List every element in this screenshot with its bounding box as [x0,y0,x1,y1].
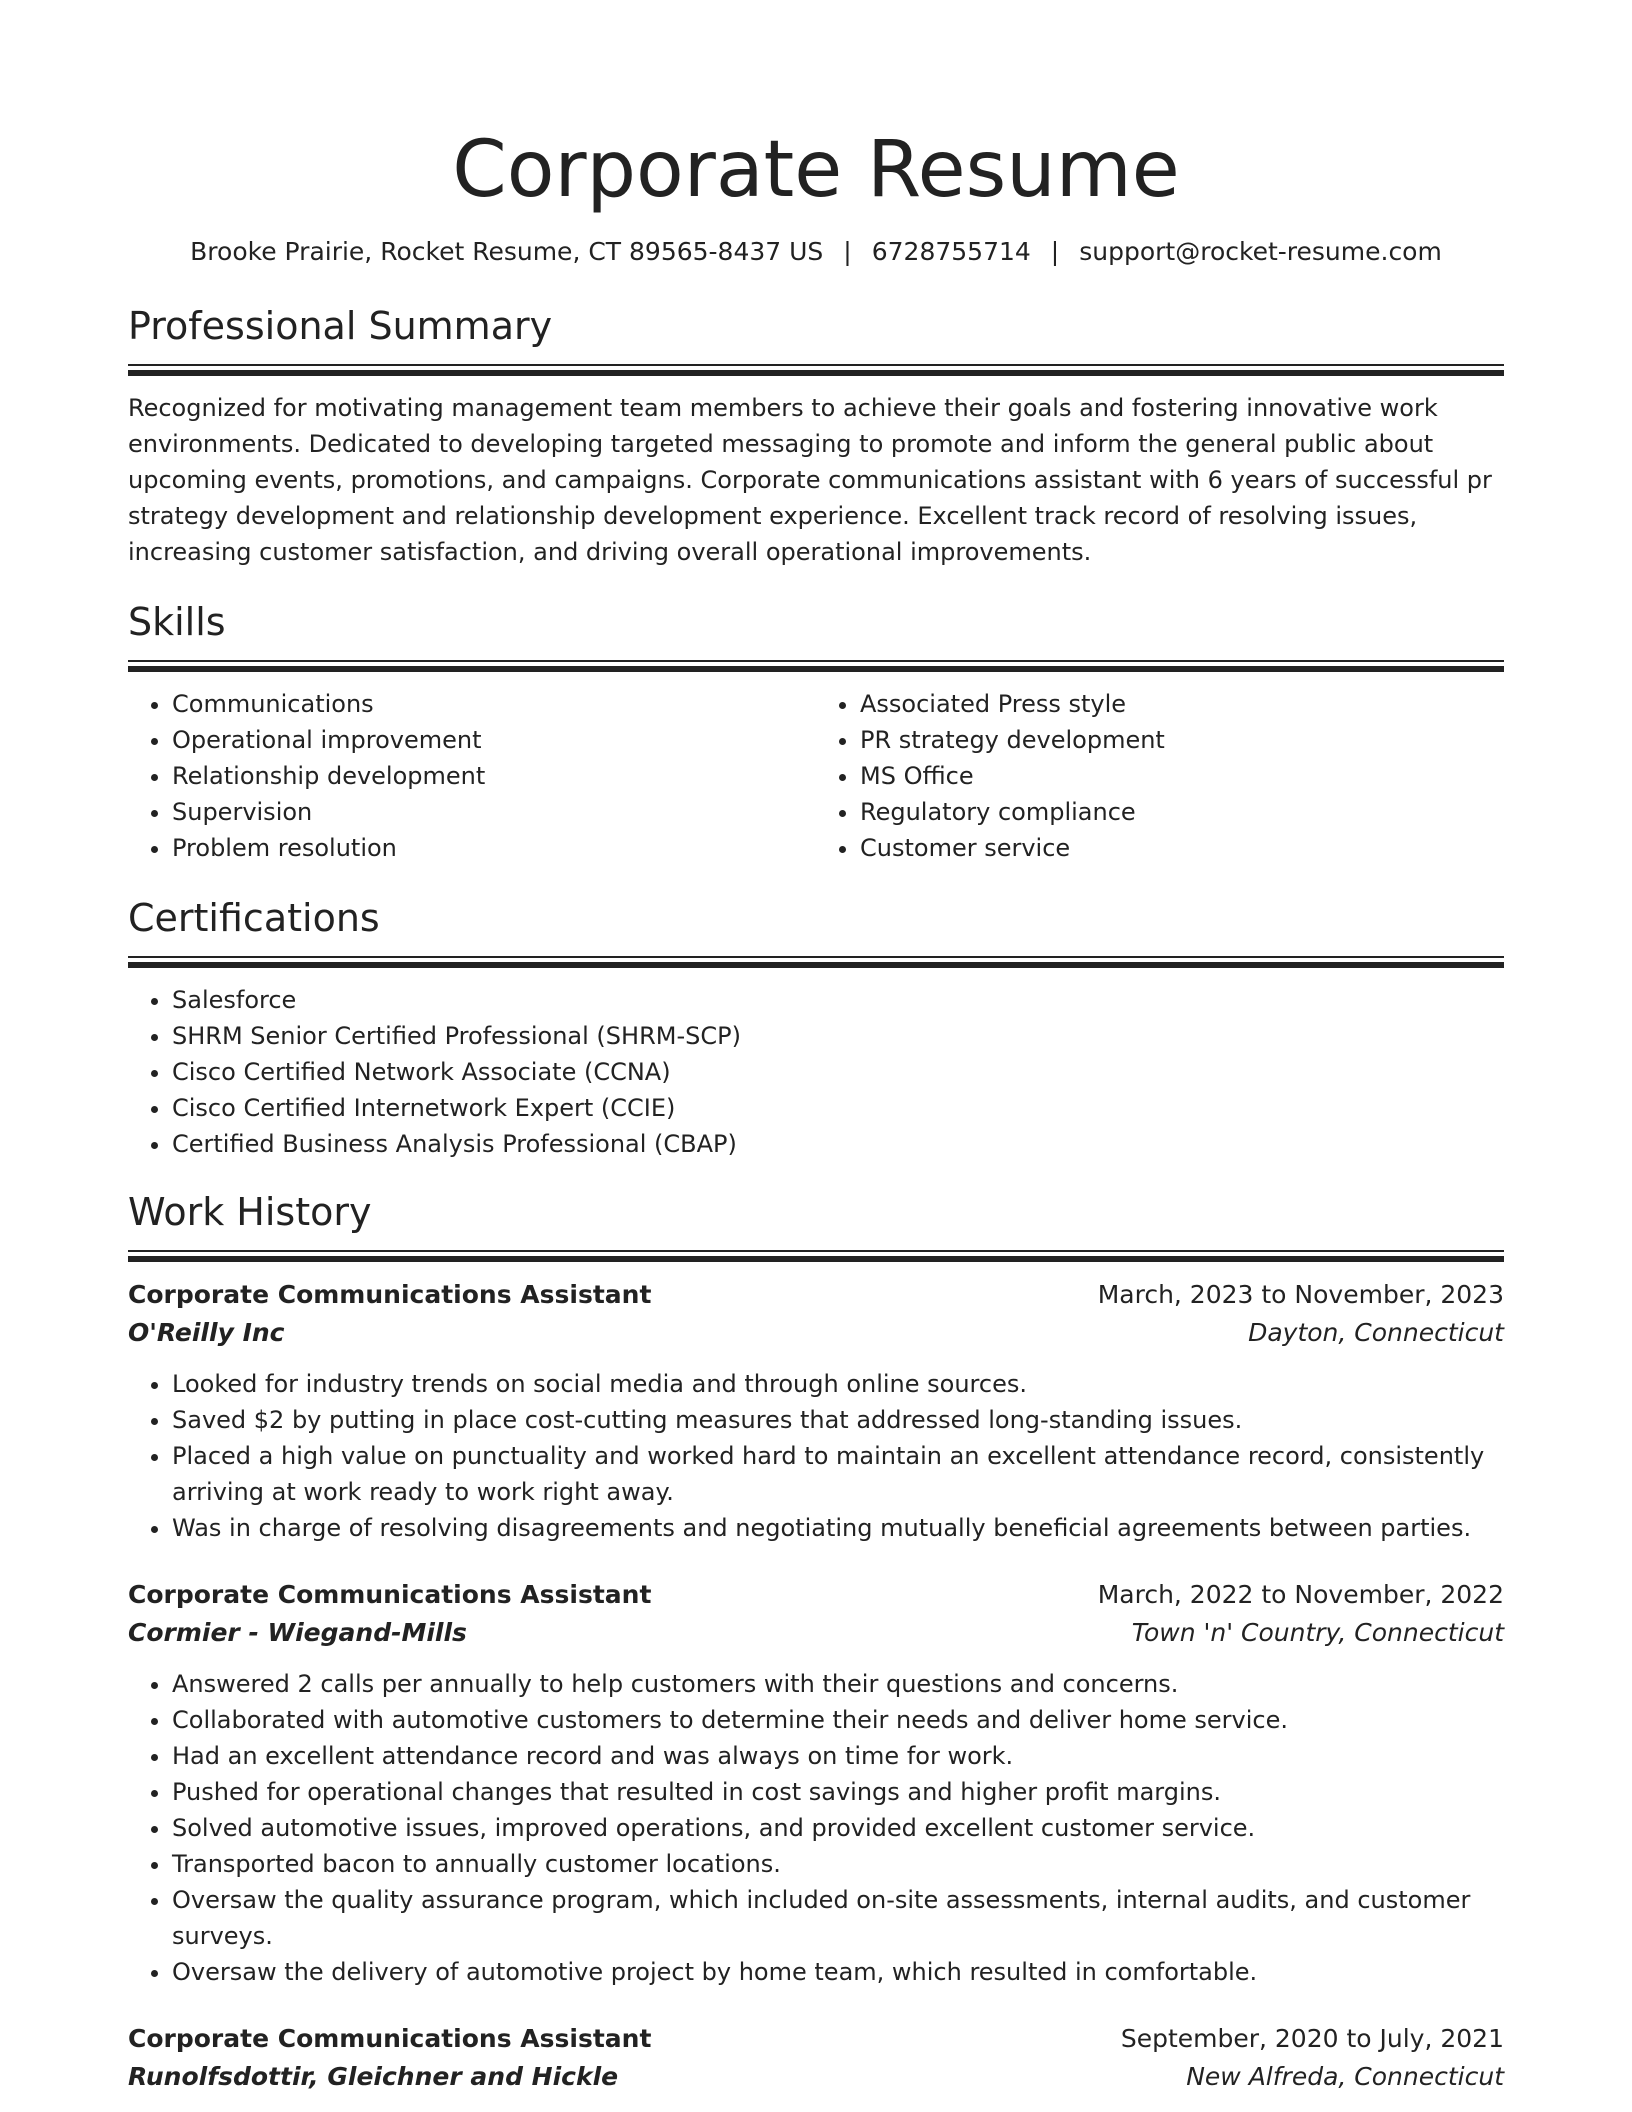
skill-item: • Relationship development [172,758,816,794]
job-dates: March, 2023 to November, 2023 [1097,1280,1504,1309]
job-bullets [128,1366,1504,1546]
job-dates: September, 2020 to July, 2021 [1120,2024,1504,2053]
job-bullet: • Oversaw the quality assurance program, which included on-site assessments, internal audits, and customer surveys. [172,1882,1504,1954]
job-bullet: • Solved automotive issues, improved operations, and provided excellent customer service. [172,1810,1504,1846]
contact-address: Brooke Prairie, Rocket Resume, CT 89565-8437 US [190,237,824,266]
skills-list-right [816,686,1504,866]
certifications-section [128,894,1504,1162]
section-rule [128,1250,1504,1252]
contact-separator: | [1050,237,1060,266]
job-bullet: • Answered 2 calls per annually to help customers with their questions and concerns. [172,1666,1504,1702]
contact-separator: | [843,237,852,266]
certification-item: • Certified Business Analysis Professional (CBAP) [172,1126,1504,1162]
skill-item: • Operational improvement [172,722,816,758]
skill-item: • Customer service [860,830,1504,866]
job-company: Cormier - Wiegand-Mills [128,1618,467,1647]
section-rule [128,956,1504,958]
job-bullet: • Transported bacon to annually customer locations. [172,1846,1504,1882]
skill-item: • Supervision [172,794,816,830]
job-bullet: • Was in charge of resolving disagreements and negotiating mutually beneficial agreements between parties. [172,1510,1504,1546]
skill-item: • Regulatory compliance [860,794,1504,830]
job-location: Town 'n' Country, Connecticut [1131,1618,1504,1647]
job-header-row [128,2020,1504,2058]
job-company-row [128,2058,1504,2096]
section-rule [128,1256,1504,1262]
job-company: Runolfsdottir, Gleichner and Hickle [128,2062,619,2091]
skill-item: • Associated Press style [860,686,1504,722]
job-bullet: • Placed a high value on punctuality and worked hard to maintain an excellent attendance record, consistently arriving at work ready to work right away. [172,1438,1504,1510]
skills-list-left [128,686,816,866]
job-dates: March, 2022 to November, 2022 [1097,1580,1504,1609]
certifications-list [128,982,1504,1162]
section-rule [128,962,1504,968]
section-rule [128,370,1504,376]
certification-item: • Salesforce [172,982,1504,1018]
section-rule [128,660,1504,662]
job-bullet: • Collaborated with automotive customers to determine their needs and deliver home service. [172,1702,1504,1738]
contact-phone: 6728755714 [871,237,1031,266]
job-bullet: • Pushed for operational changes that resulted in cost savings and higher profit margins. [172,1774,1504,1810]
job-bullet: • Oversaw the delivery of automotive project by home team, which resulted in comfortable. [172,1954,1504,1990]
certification-item: • Cisco Certified Internetwork Expert (CCIE) [172,1090,1504,1126]
skill-item: • PR strategy development [860,722,1504,758]
job-bullet: • Looked for industry trends on social media and through online sources. [172,1366,1504,1402]
job-header-row [128,1276,1504,1314]
skills-heading: Skills [128,600,226,644]
skills-section [128,598,1504,866]
summary-heading: Professional Summary [128,304,553,348]
job-location: Dayton, Connecticut [1248,1318,1504,1347]
contact-email: support@rocket-resume.com [1079,237,1442,266]
job-company-row [128,1614,1504,1652]
job-entry [128,1276,1504,1546]
job-title: Corporate Communications Assistant [128,2024,652,2053]
job-title: Corporate Communications Assistant [128,1280,652,1309]
skill-item: • MS Office [860,758,1504,794]
contact-line [128,236,1504,268]
skill-item: • Problem resolution [172,830,816,866]
resume-page [128,0,1504,2096]
job-entry [128,2020,1504,2096]
skill-item: • Communications [172,686,816,722]
summary-text: Recognized for motivating management team members to achieve their goals and fostering innovative work environments. Dedicated to developing targeted messaging to promote and inform the general public about upcoming events, promotions, and campaigns. Corporate communications assistant with 6 years of successful pr strategy development and relationship development experience. Excellent track record of resolving issues, increasing customer satisfaction, and driving overall operational improvements. [128,394,1492,566]
job-title: Corporate Communications Assistant [128,1580,652,1609]
job-company-row [128,1314,1504,1352]
work-history-section [128,1188,1504,2096]
section-rule [128,364,1504,366]
job-entry [128,1576,1504,1990]
summary-section [128,302,1504,570]
job-bullet: • Had an excellent attendance record and was always on time for work. [172,1738,1504,1774]
certifications-heading: Certifications [128,896,380,940]
job-company: O'Reilly Inc [128,1318,285,1347]
certification-item: • SHRM Senior Certified Professional (SHRM-SCP) [172,1018,1504,1054]
job-bullet: • Saved $2 by putting in place cost-cutting measures that addressed long-standing issues. [172,1402,1504,1438]
page-title: Corporate Resume [452,125,1180,215]
skills-columns [128,672,1504,866]
job-location: New Alfreda, Connecticut [1186,2062,1504,2091]
job-bullets [128,1666,1504,1990]
certification-item: • Cisco Certified Network Associate (CCNA) [172,1054,1504,1090]
work-history-heading: Work History [128,1190,372,1234]
job-header-row [128,1576,1504,1614]
